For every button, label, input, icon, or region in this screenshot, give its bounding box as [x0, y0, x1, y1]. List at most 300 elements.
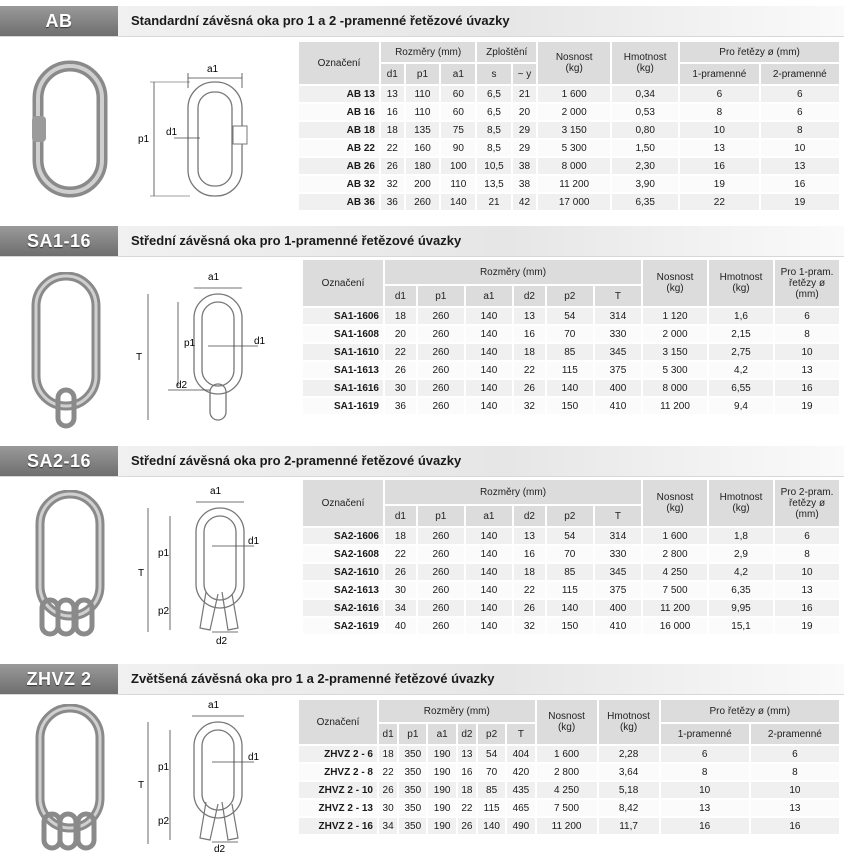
table-cell: 260 — [418, 618, 464, 634]
label-a1: a1 — [210, 486, 222, 497]
ring-photo — [30, 490, 110, 640]
table-cell: 8 — [775, 546, 839, 562]
col-for-chains: Pro 2-pram. řetězy ø (mm) — [775, 480, 839, 526]
column-header: d1 — [385, 286, 416, 306]
table-cell: 375 — [595, 362, 641, 378]
table-row — [299, 122, 839, 138]
table-cell: 54 — [547, 308, 593, 324]
table-cell: 400 — [595, 380, 641, 396]
ring-photo — [30, 704, 110, 854]
table-cell: 4,2 — [709, 362, 773, 378]
row-designation: SA1-1608 — [303, 326, 383, 342]
row-designation: AB 36 — [299, 194, 379, 210]
column-header: p2 — [547, 506, 593, 526]
label-a1: a1 — [208, 700, 220, 711]
table-cell: 5 300 — [643, 362, 707, 378]
table-cell: 36 — [381, 194, 404, 210]
table-row — [299, 746, 839, 762]
table-cell: 36 — [385, 398, 416, 414]
table-cell: 22 — [458, 800, 476, 816]
table-cell: 260 — [418, 564, 464, 580]
table-row — [299, 176, 839, 192]
table-cell: 54 — [547, 528, 593, 544]
table-cell: 13 — [381, 86, 404, 102]
table-cell: 314 — [595, 528, 641, 544]
table-cell: 200 — [406, 176, 440, 192]
table-cell: 7 500 — [643, 582, 707, 598]
table-cell: 2,15 — [709, 326, 773, 342]
table-cell: 40 — [385, 618, 416, 634]
table-cell: 140 — [466, 398, 512, 414]
label-t: T — [136, 352, 143, 363]
table-cell: 10 — [775, 344, 839, 360]
table-cell: 10 — [680, 122, 758, 138]
table-cell: 490 — [507, 818, 534, 834]
row-designation: AB 22 — [299, 140, 379, 156]
table-cell: 260 — [418, 362, 464, 378]
table-cell: 16 — [775, 380, 839, 396]
table-cell: 2 000 — [538, 104, 610, 120]
table-cell: 18 — [514, 344, 545, 360]
column-header: 2-pramenné — [761, 64, 839, 84]
table-cell: 75 — [441, 122, 475, 138]
table-row — [299, 194, 839, 210]
label-d1: d1 — [248, 752, 260, 763]
column-header: 1-pramenné — [680, 64, 758, 84]
table-row — [303, 344, 839, 360]
table-cell: 11 200 — [643, 600, 707, 616]
table-cell: 85 — [478, 782, 505, 798]
table-cell: 26 — [379, 782, 397, 798]
col-designation: Označení — [303, 480, 383, 526]
table-cell: 10 — [775, 564, 839, 580]
table-row — [299, 782, 839, 798]
label-d2: d2 — [214, 844, 226, 855]
col-weight: Hmotnost (kg) — [612, 42, 678, 84]
table-cell: 0,53 — [612, 104, 678, 120]
table-cell: 1 600 — [643, 528, 707, 544]
table-cell: 13 — [661, 800, 749, 816]
table-cell: 13 — [751, 800, 839, 816]
row-designation: AB 16 — [299, 104, 379, 120]
row-designation: SA1-1616 — [303, 380, 383, 396]
table-cell: 26 — [514, 380, 545, 396]
table-cell: 3,64 — [599, 764, 659, 780]
table-cell: 10,5 — [477, 158, 510, 174]
column-header: d1 — [381, 64, 404, 84]
table-row — [299, 764, 839, 780]
col-weight: Hmotnost (kg) — [709, 480, 773, 526]
table-cell: 5,18 — [599, 782, 659, 798]
column-header: d2 — [514, 286, 545, 306]
table-row — [303, 528, 839, 544]
table-cell: 140 — [466, 618, 512, 634]
table-cell: 260 — [418, 528, 464, 544]
table-cell: 70 — [478, 764, 505, 780]
table-cell: 6 — [761, 86, 839, 102]
table-cell: 32 — [514, 618, 545, 634]
section-ab — [0, 6, 844, 206]
row-designation: AB 13 — [299, 86, 379, 102]
table-cell: 404 — [507, 746, 534, 762]
table-cell: 13 — [458, 746, 476, 762]
label-p1: p1 — [184, 338, 196, 349]
table-cell: 350 — [399, 764, 426, 780]
label-p2: p2 — [158, 816, 170, 827]
table-cell: 2 000 — [643, 326, 707, 342]
table-cell: 11,7 — [599, 818, 659, 834]
column-header: p1 — [418, 286, 464, 306]
table-cell: 330 — [595, 546, 641, 562]
section-badge: SA1-16 — [0, 226, 118, 256]
table-cell: 38 — [513, 176, 536, 192]
table-cell: 6 — [761, 104, 839, 120]
column-header: d2 — [514, 506, 545, 526]
label-p1: p1 — [138, 134, 150, 145]
row-designation: SA1-1606 — [303, 308, 383, 324]
table-cell: 13,5 — [477, 176, 510, 192]
table-cell: 1 120 — [643, 308, 707, 324]
table-cell: 6 — [661, 746, 749, 762]
table-row — [303, 618, 839, 634]
spec-table — [301, 478, 841, 636]
table-cell: 8 000 — [538, 158, 610, 174]
column-header: p1 — [399, 724, 426, 744]
table-cell: 2,9 — [709, 546, 773, 562]
table-cell: 22 — [514, 362, 545, 378]
table-cell: 350 — [399, 800, 426, 816]
col-dimensions: Rozměry (mm) — [385, 480, 641, 504]
column-header: T — [507, 724, 534, 744]
column-header: 1-pramenné — [661, 724, 749, 744]
table-cell: 26 — [458, 818, 476, 834]
column-header: d2 — [458, 724, 476, 744]
table-cell: 22 — [385, 546, 416, 562]
table-cell: 190 — [428, 782, 455, 798]
table-cell: 16 — [661, 818, 749, 834]
table-cell: 60 — [441, 104, 475, 120]
section-title: Standardní závěsná oka pro 1 a 2 -pramenné řetězové úvazky — [131, 13, 510, 28]
table-row — [303, 398, 839, 414]
table-cell: 3 150 — [538, 122, 610, 138]
table-cell: 140 — [466, 362, 512, 378]
table-cell: 115 — [547, 362, 593, 378]
col-designation: Označení — [303, 260, 383, 306]
ring-drawing — [128, 266, 288, 426]
table-cell: 260 — [418, 344, 464, 360]
table-cell: 11 200 — [643, 398, 707, 414]
table-cell: 90 — [441, 140, 475, 156]
table-cell: 260 — [418, 546, 464, 562]
table-cell: 26 — [385, 564, 416, 580]
table-cell: 330 — [595, 326, 641, 342]
table-cell: 140 — [466, 380, 512, 396]
column-header: a1 — [428, 724, 455, 744]
table-cell: 4,2 — [709, 564, 773, 580]
table-cell: 38 — [513, 158, 536, 174]
ring-drawing — [128, 482, 288, 650]
label-d2: d2 — [176, 380, 188, 391]
table-body — [303, 308, 839, 414]
table-cell: 140 — [466, 326, 512, 342]
table-cell: 16 — [775, 600, 839, 616]
row-designation: SA1-1610 — [303, 344, 383, 360]
table-cell: 1,8 — [709, 528, 773, 544]
col-capacity: Nosnost (kg) — [643, 480, 707, 526]
table-cell: 3 150 — [643, 344, 707, 360]
table-cell: 375 — [595, 582, 641, 598]
table-cell: 140 — [466, 308, 512, 324]
table-cell: 16 — [680, 158, 758, 174]
label-d2: d2 — [216, 636, 228, 647]
table-cell: 20 — [385, 326, 416, 342]
table-cell: 190 — [428, 764, 455, 780]
table-cell: 314 — [595, 308, 641, 324]
table-cell: 140 — [466, 344, 512, 360]
table-cell: 8,5 — [477, 122, 510, 138]
table-cell: 30 — [385, 380, 416, 396]
table-cell: 8 — [761, 122, 839, 138]
table-cell: 34 — [379, 818, 397, 834]
table-cell: 11 200 — [538, 176, 610, 192]
label-d1: d1 — [254, 336, 266, 347]
col-for-chains: Pro 1-pram. řetězy ø (mm) — [775, 260, 839, 306]
table-cell: 30 — [385, 582, 416, 598]
table-body — [299, 86, 839, 210]
table-row — [299, 158, 839, 174]
column-header: a1 — [466, 286, 512, 306]
table-cell: 13 — [775, 362, 839, 378]
section-badge: SA2-16 — [0, 446, 118, 476]
row-designation: SA1-1613 — [303, 362, 383, 378]
table-cell: 100 — [441, 158, 475, 174]
table-row — [299, 140, 839, 156]
label-p1: p1 — [158, 548, 170, 559]
table-row — [299, 86, 839, 102]
section-badge: ZHVZ 2 — [0, 664, 118, 694]
table-cell: 13 — [775, 582, 839, 598]
table-cell: 180 — [406, 158, 440, 174]
table-cell: 8 — [751, 764, 839, 780]
table-cell: 18 — [385, 528, 416, 544]
column-header: ~ y — [513, 64, 536, 84]
row-designation: AB 26 — [299, 158, 379, 174]
ring-drawing — [130, 58, 270, 208]
table-cell: 10 — [761, 140, 839, 156]
row-designation: SA2-1616 — [303, 600, 383, 616]
table-row — [303, 546, 839, 562]
ring-drawing — [128, 698, 288, 856]
row-designation: ZHVZ 2 - 6 — [299, 746, 377, 762]
table-cell: 20 — [513, 104, 536, 120]
section-title: Střední závěsná oka pro 2-pramenné řetězové úvazky — [131, 453, 462, 468]
table-cell: 345 — [595, 564, 641, 580]
column-header: s — [477, 64, 510, 84]
table-cell: 85 — [547, 344, 593, 360]
row-designation: AB 32 — [299, 176, 379, 192]
col-weight: Hmotnost (kg) — [709, 260, 773, 306]
column-header: a1 — [441, 64, 475, 84]
col-capacity: Nosnost (kg) — [538, 42, 610, 84]
table-cell: 13 — [680, 140, 758, 156]
table-cell: 260 — [418, 600, 464, 616]
table-cell: 345 — [595, 344, 641, 360]
column-header: a1 — [466, 506, 512, 526]
col-capacity: Nosnost (kg) — [537, 700, 597, 744]
table-cell: 8 000 — [643, 380, 707, 396]
table-cell: 4 250 — [643, 564, 707, 580]
column-header: p1 — [406, 64, 440, 84]
table-cell: 9,4 — [709, 398, 773, 414]
table-row — [303, 564, 839, 580]
label-d1: d1 — [166, 127, 178, 138]
table-cell: 16 000 — [643, 618, 707, 634]
table-cell: 29 — [513, 140, 536, 156]
label-d1: d1 — [248, 536, 260, 547]
table-cell: 140 — [466, 600, 512, 616]
table-cell: 260 — [406, 194, 440, 210]
table-cell: 6 — [775, 308, 839, 324]
row-designation: AB 18 — [299, 122, 379, 138]
table-cell: 19 — [775, 398, 839, 414]
table-cell: 1,6 — [709, 308, 773, 324]
table-cell: 140 — [466, 546, 512, 562]
table-cell: 115 — [478, 800, 505, 816]
column-header: T — [595, 286, 641, 306]
table-cell: 18 — [379, 746, 397, 762]
table-cell: 7 500 — [537, 800, 597, 816]
table-cell: 26 — [514, 600, 545, 616]
label-t: T — [138, 568, 145, 579]
row-designation: ZHVZ 2 - 8 — [299, 764, 377, 780]
section-title: Střední závěsná oka pro 1-pramenné řetězové úvazky — [131, 233, 462, 248]
table-cell: 22 — [385, 344, 416, 360]
spec-table — [301, 258, 841, 416]
table-cell: 160 — [406, 140, 440, 156]
table-cell: 21 — [513, 86, 536, 102]
row-designation: SA2-1613 — [303, 582, 383, 598]
table-cell: 22 — [514, 582, 545, 598]
label-p1: p1 — [158, 762, 170, 773]
column-header: p2 — [547, 286, 593, 306]
table-cell: 110 — [406, 86, 440, 102]
table-cell: 350 — [399, 818, 426, 834]
table-cell: 190 — [428, 746, 455, 762]
table-cell: 18 — [514, 564, 545, 580]
table-cell: 260 — [418, 308, 464, 324]
table-cell: 6,55 — [709, 380, 773, 396]
table-body — [299, 746, 839, 834]
column-header: d1 — [379, 724, 397, 744]
table-cell: 8,5 — [477, 140, 510, 156]
table-cell: 18 — [458, 782, 476, 798]
section-title: Zvětšená závěsná oka pro 1 a 2-pramenné řetězové úvazky — [131, 671, 495, 686]
col-dimensions: Rozměry (mm) — [381, 42, 475, 62]
table-cell: 16 — [514, 546, 545, 562]
table-cell: 350 — [399, 782, 426, 798]
table-row — [303, 308, 839, 324]
table-cell: 13 — [761, 158, 839, 174]
table-cell: 10 — [751, 782, 839, 798]
table-cell: 140 — [466, 564, 512, 580]
table-cell: 150 — [547, 618, 593, 634]
table-cell: 26 — [381, 158, 404, 174]
table-cell: 19 — [761, 194, 839, 210]
table-cell: 13 — [514, 528, 545, 544]
table-cell: 1 600 — [538, 86, 610, 102]
table-cell: 8 — [661, 764, 749, 780]
table-cell: 16 — [458, 764, 476, 780]
table-cell: 410 — [595, 618, 641, 634]
table-cell: 54 — [478, 746, 505, 762]
table-cell: 6 — [751, 746, 839, 762]
table-cell: 6 — [680, 86, 758, 102]
table-cell: 5 300 — [538, 140, 610, 156]
table-row — [299, 818, 839, 834]
table-row — [299, 104, 839, 120]
ring-photo — [28, 272, 108, 432]
table-cell: 350 — [399, 746, 426, 762]
column-header: p1 — [418, 506, 464, 526]
table-cell: 2 800 — [643, 546, 707, 562]
table-cell: 435 — [507, 782, 534, 798]
table-cell: 22 — [379, 764, 397, 780]
table-cell: 32 — [381, 176, 404, 192]
table-cell: 1 600 — [537, 746, 597, 762]
table-cell: 6 — [775, 528, 839, 544]
table-cell: 2 800 — [537, 764, 597, 780]
row-designation: ZHVZ 2 - 10 — [299, 782, 377, 798]
table-cell: 22 — [680, 194, 758, 210]
table-cell: 110 — [406, 104, 440, 120]
table-row — [303, 380, 839, 396]
spec-table — [297, 698, 841, 836]
table-cell: 32 — [514, 398, 545, 414]
table-cell: 3,90 — [612, 176, 678, 192]
table-cell: 260 — [418, 380, 464, 396]
col-for-chains: Pro řetězy ø (mm) — [661, 700, 839, 722]
table-cell: 140 — [547, 380, 593, 396]
table-cell: 2,75 — [709, 344, 773, 360]
table-cell: 1,50 — [612, 140, 678, 156]
table-cell: 140 — [466, 528, 512, 544]
table-row — [303, 326, 839, 342]
table-cell: 140 — [441, 194, 475, 210]
table-cell: 11 200 — [537, 818, 597, 834]
table-cell: 6,5 — [477, 104, 510, 120]
table-cell: 16 — [381, 104, 404, 120]
section-badge: AB — [0, 6, 118, 36]
table-cell: 60 — [441, 86, 475, 102]
table-cell: 85 — [547, 564, 593, 580]
table-cell: 18 — [385, 308, 416, 324]
row-designation: ZHVZ 2 - 13 — [299, 800, 377, 816]
table-cell: 18 — [381, 122, 404, 138]
table-cell: 19 — [775, 618, 839, 634]
table-cell: 190 — [428, 800, 455, 816]
col-dimensions: Rozměry (mm) — [379, 700, 535, 722]
table-cell: 0,80 — [612, 122, 678, 138]
table-cell: 6,35 — [709, 582, 773, 598]
table-cell: 22 — [381, 140, 404, 156]
table-cell: 10 — [661, 782, 749, 798]
table-cell: 260 — [418, 398, 464, 414]
table-cell: 115 — [547, 582, 593, 598]
table-cell: 4 250 — [537, 782, 597, 798]
column-header: d1 — [385, 506, 416, 526]
table-cell: 8 — [680, 104, 758, 120]
row-designation: SA2-1610 — [303, 564, 383, 580]
